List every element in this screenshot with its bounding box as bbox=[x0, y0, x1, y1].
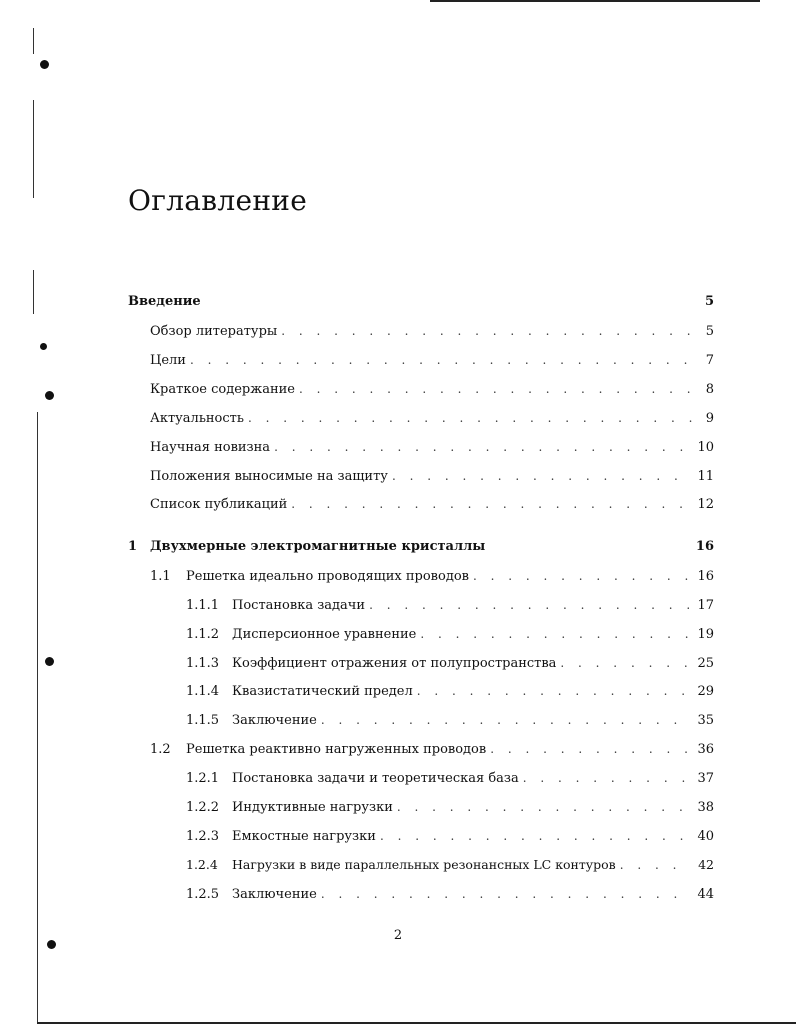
toc-number: 1.2.3 bbox=[186, 829, 220, 844]
toc-title: Цели bbox=[150, 353, 186, 368]
toc-page: 42 bbox=[698, 857, 714, 872]
toc-page: 44 bbox=[697, 887, 714, 902]
toc-title: Заключение bbox=[232, 713, 317, 728]
toc-number: 1.2.2 bbox=[186, 800, 220, 815]
toc-section[interactable] bbox=[150, 466, 714, 486]
toc-section[interactable] bbox=[150, 739, 714, 759]
toc-subsection[interactable] bbox=[186, 855, 714, 875]
toc-page: 12 bbox=[697, 497, 714, 512]
toc-subsection[interactable] bbox=[186, 797, 714, 817]
toc-page: 8 bbox=[705, 382, 714, 397]
toc-section[interactable] bbox=[150, 408, 714, 428]
punch-hole-mark bbox=[40, 60, 49, 69]
toc-subsection[interactable] bbox=[186, 884, 714, 904]
toc-title: Введение bbox=[128, 294, 201, 309]
toc-page: 17 bbox=[697, 598, 714, 613]
toc-section[interactable] bbox=[150, 437, 714, 457]
toc-leader bbox=[321, 710, 690, 730]
toc-leader bbox=[291, 494, 689, 514]
toc-page: 40 bbox=[697, 829, 714, 844]
toc-leader bbox=[417, 681, 690, 701]
toc-number: 1.2.4 bbox=[186, 857, 218, 872]
punch-hole-mark bbox=[45, 657, 54, 666]
toc-leader bbox=[397, 797, 690, 817]
page-number: 2 bbox=[393, 928, 403, 943]
toc-leader bbox=[299, 379, 698, 399]
toc-page: 11 bbox=[697, 469, 714, 484]
toc-leader bbox=[274, 437, 689, 457]
toc-subsection[interactable] bbox=[186, 595, 714, 615]
toc-leader bbox=[420, 624, 689, 644]
toc-page: 38 bbox=[697, 800, 714, 815]
toc-subsection[interactable] bbox=[186, 710, 714, 730]
toc-title: Индуктивные нагрузки bbox=[232, 800, 393, 815]
toc-leader bbox=[473, 566, 689, 586]
toc-number: 1.1 bbox=[150, 569, 171, 584]
toc-number: 1 bbox=[128, 539, 138, 554]
toc-leader bbox=[321, 884, 690, 904]
toc-number: 1.1.5 bbox=[186, 713, 220, 728]
toc-page: 36 bbox=[697, 742, 714, 757]
toc-page: 16 bbox=[697, 569, 714, 584]
toc-number: 1.2.1 bbox=[186, 771, 220, 786]
toc-page: 7 bbox=[705, 353, 714, 368]
toc-title: Дисперсионное уравнение bbox=[232, 627, 417, 642]
toc-title: Постановка задачи bbox=[232, 598, 366, 613]
toc-page: 25 bbox=[697, 656, 714, 671]
toc-leader bbox=[248, 408, 698, 428]
toc-title: Заключение bbox=[232, 887, 317, 902]
toc-title: Коэффициент отражения от полупространства bbox=[232, 656, 557, 671]
toc-section[interactable] bbox=[150, 321, 714, 341]
scan-bottom-rule bbox=[37, 1022, 796, 1024]
toc-title: Актуальность bbox=[150, 411, 244, 426]
toc-page: 29 bbox=[697, 684, 714, 699]
toc-title: Обзор литературы bbox=[150, 324, 278, 339]
toc-page: 5 bbox=[704, 294, 714, 309]
toc-number: 1.1.3 bbox=[186, 656, 220, 671]
toc-section[interactable] bbox=[150, 379, 714, 399]
scan-margin-line bbox=[33, 28, 34, 54]
toc-page: 16 bbox=[695, 539, 714, 554]
toc-number: 1.2.5 bbox=[186, 887, 220, 902]
toc-leader bbox=[560, 653, 689, 673]
toc-number: 1.1.4 bbox=[186, 684, 220, 699]
toc-number: 1.2 bbox=[150, 742, 171, 757]
toc-title: Постановка задачи и теоретическая база bbox=[232, 771, 519, 786]
scan-top-rule bbox=[430, 0, 760, 2]
toc-title: Список публикаций bbox=[150, 497, 288, 512]
toc-chapter[interactable] bbox=[128, 292, 714, 312]
toc-leader bbox=[281, 321, 697, 341]
toc-subsection[interactable] bbox=[186, 681, 714, 701]
toc-title: Положения выносимые на защиту bbox=[150, 469, 388, 484]
toc-title: Нагрузки в виде параллельных резонансных LC контуров bbox=[232, 857, 616, 872]
toc-section[interactable] bbox=[150, 566, 714, 586]
toc-number: 1.1.2 bbox=[186, 627, 220, 642]
toc-title: Двухмерные электромагнитные кристаллы bbox=[150, 539, 486, 554]
scan-margin-line bbox=[33, 270, 34, 314]
toc-subsection[interactable] bbox=[186, 653, 714, 673]
toc-number: 1.1.1 bbox=[186, 598, 220, 613]
toc-section[interactable] bbox=[150, 494, 714, 514]
toc-leader bbox=[369, 595, 689, 615]
toc-title: Научная новизна bbox=[150, 440, 271, 455]
toc-title: Краткое содержание bbox=[150, 382, 295, 397]
toc-page: 5 bbox=[705, 324, 714, 339]
punch-hole-mark bbox=[40, 343, 47, 350]
toc-subsection[interactable] bbox=[186, 768, 714, 788]
toc-leader bbox=[190, 350, 698, 370]
toc-page: 35 bbox=[697, 713, 714, 728]
toc-page: 9 bbox=[705, 411, 714, 426]
toc-title: Решетка реактивно нагруженных проводов bbox=[186, 742, 487, 757]
scan-margin-line bbox=[33, 100, 34, 198]
toc-page: 10 bbox=[697, 440, 714, 455]
toc-title: Квазистатический предел bbox=[232, 684, 413, 699]
toc-leader bbox=[392, 466, 690, 486]
toc-title: Решетка идеально проводящих проводов bbox=[186, 569, 469, 584]
toc-page: 37 bbox=[697, 771, 714, 786]
punch-hole-mark bbox=[45, 391, 54, 400]
toc-chapter[interactable] bbox=[128, 537, 714, 557]
toc-subsection[interactable] bbox=[186, 826, 714, 846]
toc-leader bbox=[490, 739, 689, 759]
toc-section[interactable] bbox=[150, 350, 714, 370]
toc-leader bbox=[620, 855, 690, 875]
toc-page: 19 bbox=[697, 627, 714, 642]
toc-leader bbox=[380, 826, 690, 846]
toc-subsection[interactable] bbox=[186, 624, 714, 644]
toc-title: Емкостные нагрузки bbox=[232, 829, 376, 844]
toc-leader bbox=[523, 768, 690, 788]
page-title: Оглавление bbox=[128, 184, 308, 217]
